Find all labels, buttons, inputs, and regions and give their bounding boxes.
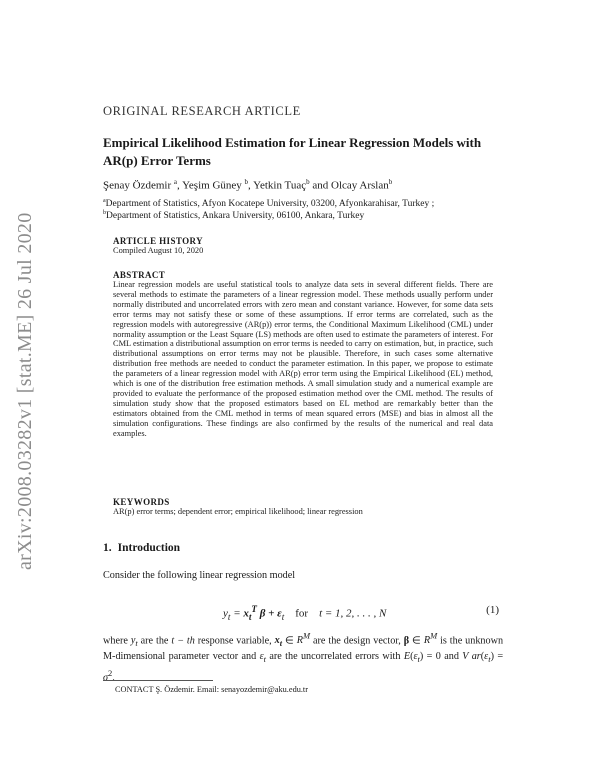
equation-number: (1) bbox=[486, 604, 499, 616]
contact-footnote: CONTACT Ş. Özdemir. Email: senayozdemir@aku.edu.tr bbox=[115, 685, 309, 694]
section-number: 1. bbox=[103, 542, 112, 554]
affiliation-mark: a bbox=[103, 198, 106, 204]
keywords-heading: KEYWORDS bbox=[113, 497, 170, 507]
section-title: Introduction bbox=[117, 542, 181, 554]
equation-1 bbox=[103, 604, 503, 622]
equation-expression: $y_t = x_t^T$ $\beta + \varepsilon_t$ for t = 1, 2, . . . , N bbox=[223, 604, 387, 622]
affiliation-mark: b bbox=[388, 178, 393, 186]
author-joiner: and bbox=[312, 179, 329, 192]
footnote-divider bbox=[103, 680, 213, 681]
affiliation-mark: b bbox=[244, 178, 249, 186]
author-name: Olcay Arslan bbox=[331, 179, 389, 192]
affiliation-b bbox=[103, 210, 364, 221]
affiliation-mark: a bbox=[173, 178, 177, 186]
affiliation-text: Department of Statistics, Afyon Kocatepe University, 03200, Afyonkarahisar, Turkey ; bbox=[105, 199, 435, 210]
keywords bbox=[113, 497, 493, 517]
author-name: Şenay Özdemir bbox=[103, 179, 172, 192]
affiliation-mark: b bbox=[103, 210, 106, 216]
affiliation-a bbox=[103, 198, 434, 209]
section-heading bbox=[103, 542, 180, 554]
abstract-text: Linear regression models are useful statistical tools to analyze data sets in several different fields. There are several methods to estimate the parameters of a linear regression model. These methods usually perform under normally distributed and uncorrelated errors with zero mean and constant variance. However, for some data sets error terms may not satisfy these or some of these assumptions. If error terms are correlated, such as the regression models with autoregressive (AR(p)) error terms, the Conditional Maximum Likelihood (CML) under normality assumption or the Least Square (LS) methods are often used to estimate the parameters of interest. For CML estimation a distributional assumption on error terms is needed to carry on estimation, but, in practice, such distributional assumptions on error terms may not be plausible. Therefore, in such cases some alternative distribution free methods are needed to conduct the parameter estimation. In this paper, we propose to estimate the parameters of a linear regression model with AR(p) error term using the Empirical Likelihood (EL) method, which is one of the distribution free estimation methods. A small simulation study and a numerical example are provided to evaluate the performance of the proposed estimation method over the CML method. The results of simulation study show that the proposed estimators based on EL method are remarkably better than the estimators obtained from the CML method in terms of mean squared errors (MSE) and bias in almost all the simulation configurations. These findings are also confirmed by the results of the numerical and real data examples. bbox=[113, 280, 493, 438]
author-list: Şenay Özdemir $^a$, Yeşim Güney $^b$, Yetkin Tuaç$^b$ and Olcay Arslan$^b$ bbox=[103, 178, 393, 192]
arxiv-identifier: arXiv:2008.03282v1 [stat.ME] 26 Jul 2020 bbox=[14, 212, 36, 570]
abstract bbox=[113, 270, 493, 439]
keywords-text: AR(p) error terms; dependent error; empirical likelihood; linear regression bbox=[113, 507, 363, 516]
abstract-heading: ABSTRACT bbox=[113, 270, 166, 280]
intro-paragraph: Consider the following linear regression model bbox=[103, 570, 296, 581]
author-name: Yetkin Tuaç bbox=[253, 179, 307, 192]
equation-explanation: where $y_t$ are the t − th response variable, $x_t$ ∈ $R^M$ are the design vector, β ∈ $R^M$ is the unknown M-dimensional parameter vector and $\varepsilon_t$ are the uncorrelated errors with $E(\varepsilon_t) = 0$ and V $ar(\varepsilon_t) = \sigma^2$. bbox=[103, 631, 504, 684]
article-type: ORIGINAL RESEARCH ARTICLE bbox=[103, 104, 301, 118]
history-text: Compiled August 10, 2020 bbox=[113, 246, 204, 255]
article-history bbox=[113, 236, 493, 256]
history-heading: ARTICLE HISTORY bbox=[113, 236, 203, 246]
affiliation-mark: b bbox=[306, 178, 310, 186]
affiliation-text: Department of Statistics, Ankara University, 06100, Ankara, Turkey bbox=[106, 211, 365, 222]
paper-title: Empirical Likelihood Estimation for Linear Regression Models with AR(p) Error Terms bbox=[103, 135, 482, 168]
author-name: Yeşim Güney bbox=[182, 179, 242, 192]
